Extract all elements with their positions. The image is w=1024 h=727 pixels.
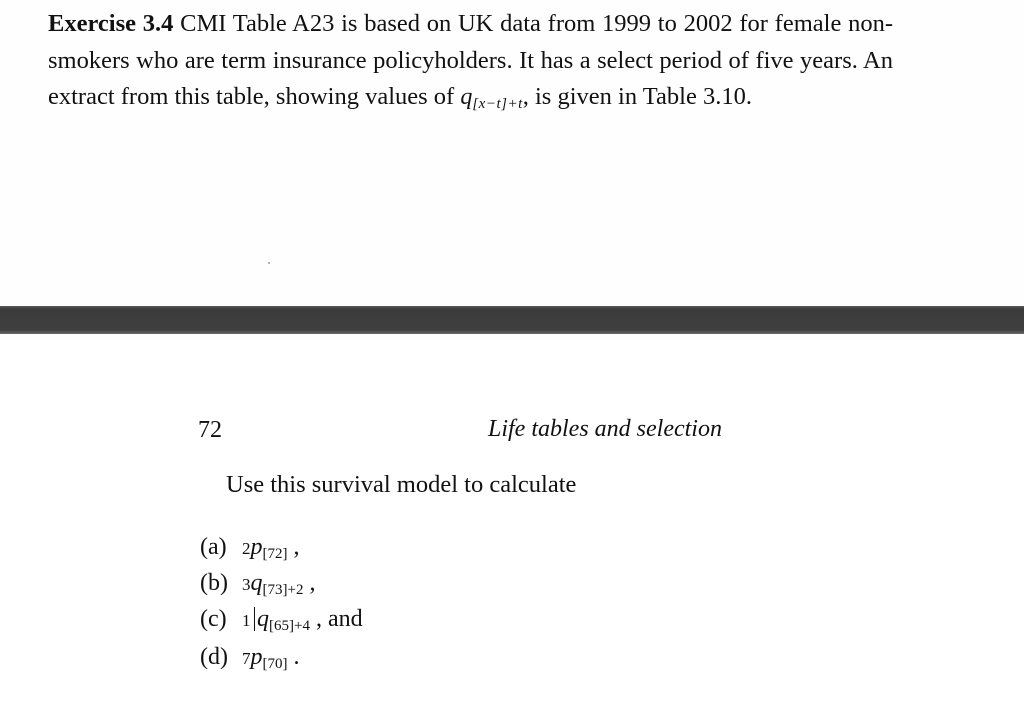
exercise-text-end: is given in Table 3.10. — [535, 83, 752, 110]
book-page — [0, 334, 1024, 727]
list-item: (d) 7p[70] . — [200, 644, 300, 672]
exercise-page-fragment — [0, 0, 1024, 306]
q-symbol: $q_{[x-t]+t}$, — [460, 83, 529, 112]
list-item: (b) 3q[73]+2 , — [200, 570, 316, 598]
instruction-text: Use this survival model to calculate — [226, 471, 577, 498]
list-item: (a) 2p[72] , — [200, 534, 300, 562]
list-item: (c) 1 q[65]+4 , and — [200, 606, 363, 634]
exercise-label: Exercise 3.4 — [48, 10, 174, 37]
page-number: 72 — [198, 417, 222, 443]
exercise-paragraph — [48, 6, 893, 123]
page-divider — [0, 306, 1024, 334]
running-head: Life tables and selection — [488, 416, 722, 442]
exercise-text: CMI Table A23 is based on UK data from 1999 to 2002 for female non-smokers who are term insurance policyholders. It has a select period of five years. An extract from this table, showing values of — [48, 10, 893, 110]
speck — [268, 262, 270, 264]
